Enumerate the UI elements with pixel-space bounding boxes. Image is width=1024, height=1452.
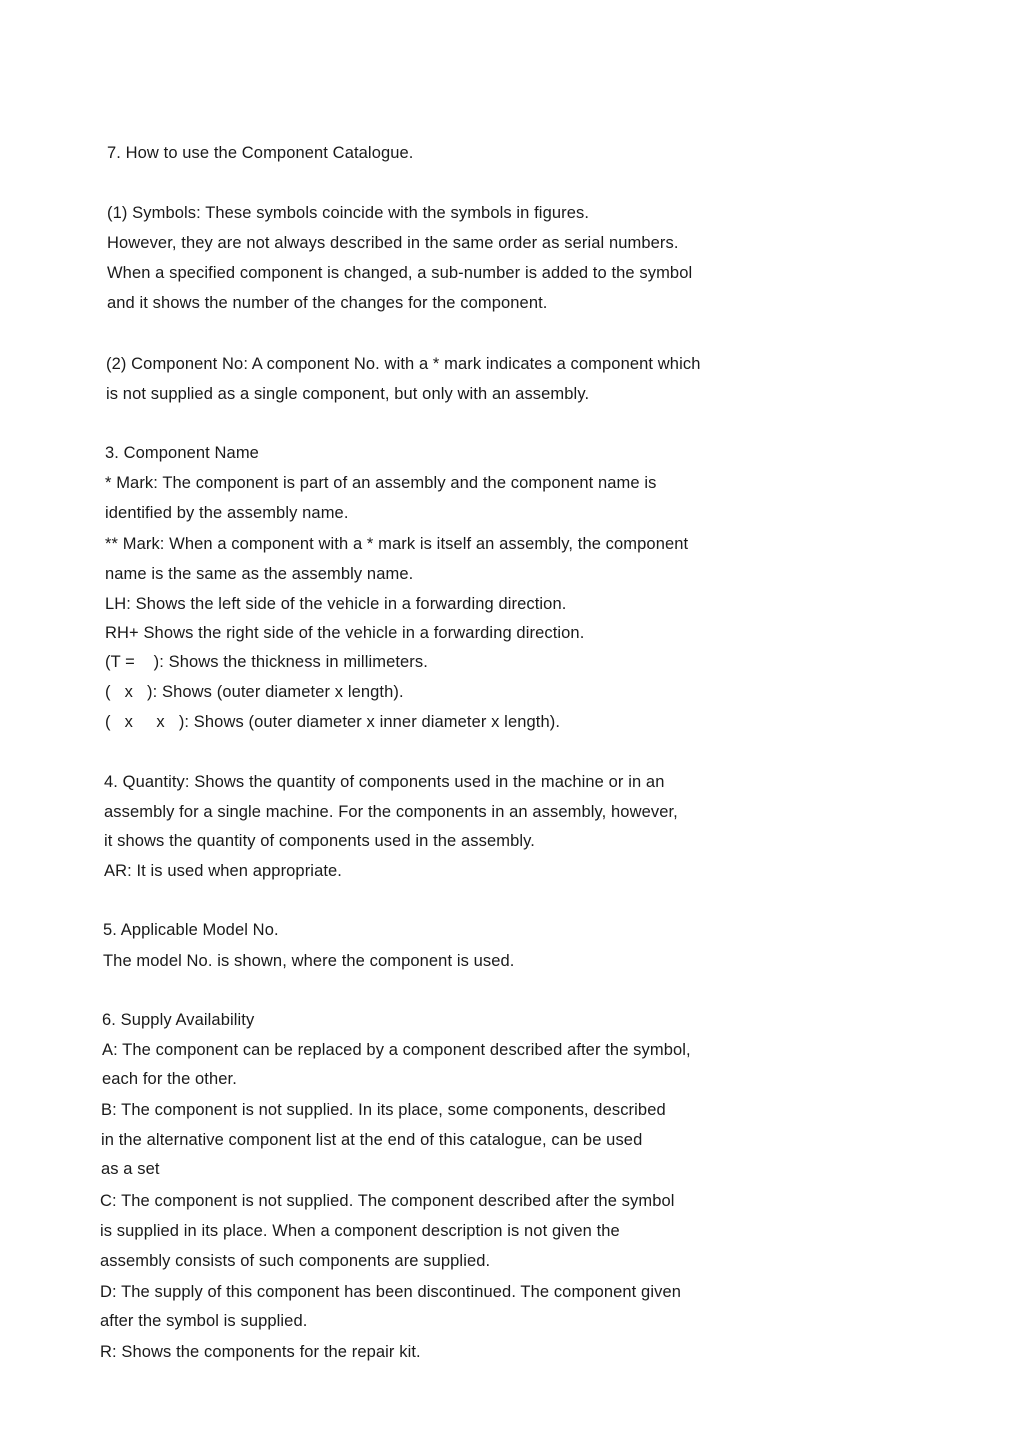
model-no-heading: 5. Applicable Model No. [103, 921, 279, 939]
supply-line: in the alternative component list at the end of this catalogue, can be used [101, 1131, 643, 1149]
supply-line: D: The supply of this component has been discontinued. The component given [100, 1283, 681, 1301]
component-name-line: ( x ): Shows (outer diameter x length). [105, 683, 404, 701]
component-name-heading: 3. Component Name [105, 444, 259, 462]
quantity-line-3: it shows the quantity of components used in the assembly. [104, 832, 535, 850]
supply-line: R: Shows the components for the repair kit. [100, 1343, 421, 1361]
component-name-line: (T = ): Shows the thickness in millimeters. [105, 653, 428, 671]
supply-line: each for the other. [102, 1070, 237, 1088]
component-name-line: LH: Shows the left side of the vehicle in a forwarding direction. [105, 595, 567, 613]
component-name-line: identified by the assembly name. [105, 504, 349, 522]
symbols-line-3: When a specified component is changed, a sub-number is added to the symbol [107, 264, 693, 282]
component-name-line: RH+ Shows the right side of the vehicle in a forwarding direction. [105, 624, 585, 642]
supply-line: B: The component is not supplied. In its place, some components, described [101, 1101, 666, 1119]
supply-line: C: The component is not supplied. The component described after the symbol [100, 1192, 675, 1210]
component-name-line: name is the same as the assembly name. [105, 565, 414, 583]
component-name-line: ( x x ): Shows (outer diameter x inner diameter x length). [105, 713, 561, 731]
supply-line: after the symbol is supplied. [100, 1312, 308, 1330]
component-name-line: * Mark: The component is part of an assembly and the component name is [105, 474, 657, 492]
supply-line: as a set [101, 1160, 160, 1178]
quantity-line-2: assembly for a single machine. For the components in an assembly, however, [104, 803, 678, 821]
symbols-line-2: However, they are not always described in the same order as serial numbers. [107, 234, 679, 252]
supply-line: A: The component can be replaced by a component described after the symbol, [102, 1041, 691, 1059]
supply-line: assembly consists of such components are supplied. [100, 1252, 491, 1270]
component-no-line-1: (2) Component No: A component No. with a * mark indicates a component which [106, 355, 701, 373]
section-heading: 7. How to use the Component Catalogue. [107, 144, 414, 162]
component-name-line: ** Mark: When a component with a * mark is itself an assembly, the component [105, 535, 689, 553]
symbols-line-1: (1) Symbols: These symbols coincide with the symbols in figures. [107, 204, 590, 222]
supply-line: is supplied in its place. When a component description is not given the [100, 1222, 620, 1240]
quantity-line-1: 4. Quantity: Shows the quantity of components used in the machine or in an [104, 773, 665, 791]
quantity-line-4: AR: It is used when appropriate. [104, 862, 342, 880]
symbols-line-4: and it shows the number of the changes for the component. [107, 294, 548, 312]
supply-heading: 6. Supply Availability [102, 1011, 255, 1029]
model-no-line: The model No. is shown, where the component is used. [103, 952, 515, 970]
component-no-line-2: is not supplied as a single component, but only with an assembly. [106, 385, 590, 403]
